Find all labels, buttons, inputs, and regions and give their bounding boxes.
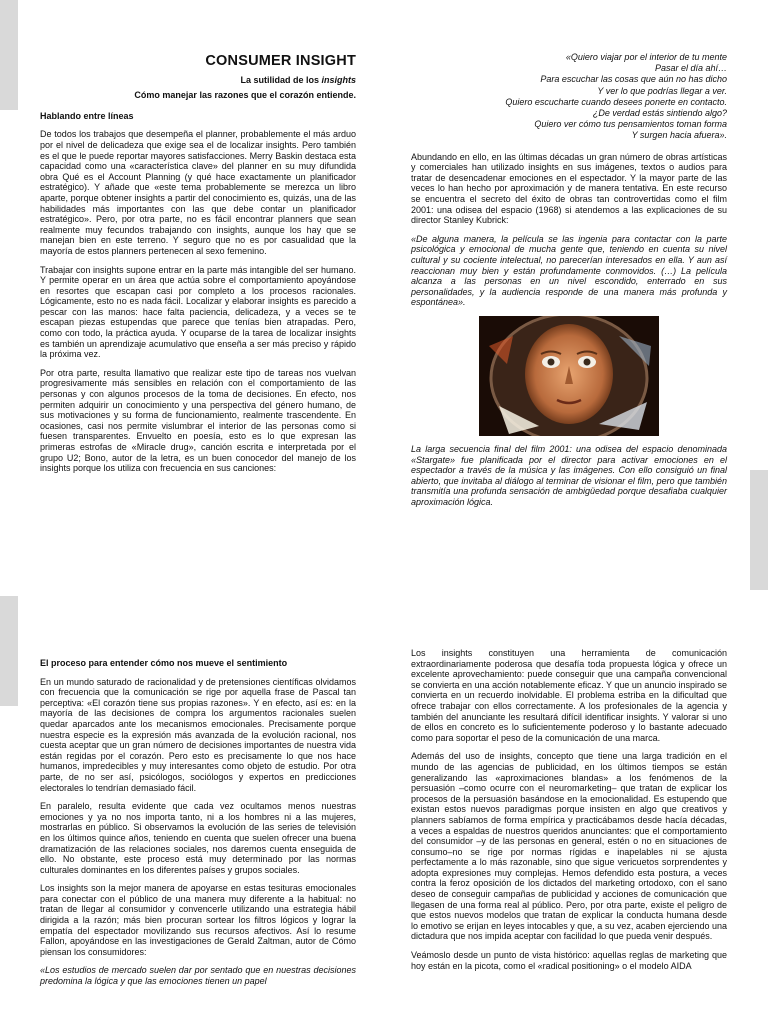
- image-caption: La larga secuencia final del film 2001: una odisea del espacio denominada «Stargate» fue planificada por el director para activar emociones en el espectador a través de la música y las imágenes. Con ello consiguió un final abierto, que invitaba al diálogo al terminar de visionar el film, pero que también transmitía una profunda sensación de ambigüedad porque desafiaba cualquier aproximación lógica.: [411, 443, 727, 507]
- document-subheading: Cómo manejar las razones que el corazón entiende.: [134, 90, 356, 101]
- lyric-line: Y surgen hacia afuera».: [631, 130, 727, 141]
- body-paragraph: Además del uso de insights, concepto que tiene una larga tradición en el mundo de las agencias de publicidad, en los últimos tiempos se están generalizando las «aproximaciones blandas» a los fenómenos de la persuasión –como ocurre con el neuromarketing– que tratan de explicar los procesos de la persuasión basándose en la emocionalidad. Es estupendo que existan estos nuevos paradigmas porque insisten en algo que creativos y planners sabíamos de forma empírica y practicábamos desde hacía décadas, a veces a espaldas de nuestros queridos anunciantes: que el comportamiento del consumidor –y de las personas en general, estén o no en situaciones de consumo–no se rige por normas rígidas e inapelables ni se ajusta perfectamente a lo más razonable, sino que sigue vericuetos sorprendentes y adopta expresiones muy complejas. Hemos defendido esta postura, a veces contra la feroz oposición de los dictados del marketing ortodoxo, con el sano deseo de conseguir campañas de publicidad y acciones de comunicación que llegasen de una forma real al público. Pero, por otra parte, existe el peligro de que estos nuevos modelos que tratan de explicar la conducta humana desde lo emotivo se erijan en leyes intocables y que, a su vez, acaben ejerciendo una dictadura que nos impida aceptar con facilidad lo que pueda venir después.: [411, 751, 727, 942]
- block-quote: «De alguna manera, la película se las ingenia para contactar con la parte psicológica y emocional de mucha gente que, teniendo en cuenta su nivel cultural y su cociente intelectual, no parecerían interesados en ella. Y aun así reaccionan muy bien y están profundamente conmovidos. (…) La película alcanza a las personas en un nivel escondido, enterrado en sus personalidades, y la audiencia responde de una manera más profunda y espontánea».: [411, 233, 727, 308]
- body-paragraph: En paralelo, resulta evidente que cada vez ocultamos menos nuestras emociones y ya no nos importa tanto, ni a los hombres ni a las mujeres, mostrarlas en público. Si observamos la evolución de las series de televisión en los últimos quince años, teniendo en cuenta que suelen ofrecer una buena dramatización de las relaciones sociales, nos daremos cuenta enseguida de ello. No obstante, este proceso está muy determinado por las normas culturales dominantes en los diferentes países y grupos sociales.: [40, 801, 356, 875]
- body-paragraph: Los insights constituyen una herramienta de comunicación extraordinariamente poderosa que desafía toda propuesta lógica y ofrece un excelente aprovechamiento: puede conseguir que una campaña convencional se convierta en una acción notablemente eficaz. Y que un anuncio inspirado se convierta en un recuerdo inolvidable. El problema estriba en la dificultad que ofrece trabajar con ellos correctamente. A los profesionales de la agencia y también del anunciante les resultará difícil identificar insights. Y valorar si uno de ellos en concreto es lo suficientemente poderoso y lo bastante adecuado como para soportar el peso de la comunicación de una marca.: [411, 648, 727, 743]
- film-still-image: [479, 316, 659, 436]
- body-paragraph: Los insights son la mejor manera de apoyarse en estas tesituras emocionales para conectar con el público de una manera muy diferente a la habitual: no tratan de llegar al consumidor y convencerle utilizando una estrategia hábil dirigida a la razón; más bien procuran sortear los filtros lógicos y lograr la empatía del espectador movilizando sus recursos afectivos. Así lo resume Fallon, apoyándose en las investigaciones de Gerald Zaltman, autor de Cómo piensan los consumidores:: [40, 883, 356, 957]
- document-title: CONSUMER INSIGHT: [205, 53, 356, 69]
- body-paragraph: De todos los trabajos que desempeña el planner, probablemente el más arduo por el nivel de delicadeza que exige sea el de localizar insights. Pero también es el que le puede reportar mayores satisfacciones. Merry Baskin destaca esta capacidad como una «característica clave» del planner en su muy difundida obra Qué es el Account Planning (y qué hace exactamente un planificador estratégico). Y añade que «este tema probablemente se merezca un libro aparte, porque obtener insights a partir del conocimiento es, quizás, una de las habilidades más importantes con las que debe contar un planificador estratégico». Pero, por otra parte, no es fácil encontrar planners que sean realmente muy fecundos trabajando con insights, aunque los hay que se manejan bien en este terreno. Y seguro que no es por casualidad que la mayoría de estos planners pertenecen al sexo femenino.: [40, 129, 356, 256]
- document-page-2: [0, 600, 768, 1024]
- astronaut-helmet-illustration: [479, 316, 659, 436]
- section-heading: Hablando entre líneas: [40, 110, 134, 121]
- body-paragraph: Veámoslo desde un punto de vista histórico: aquellas reglas de marketing que hoy están en la picota, como el «radical positioning» o el modelo AIDA: [411, 950, 727, 971]
- left-column: [40, 52, 356, 482]
- lyric-line: Para escuchar las cosas que aún no has dicho: [540, 74, 727, 85]
- body-paragraph: En un mundo saturado de racionalidad y de pretensiones científicas olvidamos con frecuencia que la comunicación se rige por aquella frase de Pascal tan perceptiva: «El corazón tiene sus propias razones». Y en efecto, así es: en la mayoría de las decisiones de compra los argumentos racionales suelen quedar aparcados ante los mecanismos emocionales. Precisamente porque nuestra especie es la expresión más avanzada de la evolución racional, nos cuesta aceptar que un gran número de decisiones importantes de nuestra vida están regidas por el corazón. Pero esto es precisamente lo que nos hace humanos, impredecibles y muy interesantes como objeto de estudio. Por otra parte, de no ser así, psicólogos, sociólogos y expertos en predicciones electorales lo tendrían demasiado fácil.: [40, 676, 356, 793]
- left-column: [40, 648, 356, 995]
- lyric-line: Pasar el día ahí…: [654, 63, 727, 74]
- block-quote: «Los estudios de mercado suelen dar por sentado que en nuestras decisiones predomina la lógica y que las emociones tienen un papel: [40, 965, 356, 987]
- lyric-line: Quiero ver cómo tus pensamientos toman forma: [534, 119, 727, 130]
- lyric-line: Quiero escucharte cuando desees ponerte en contacto.: [505, 96, 727, 107]
- document-subtitle: La sutilidad de los insights: [240, 74, 356, 85]
- body-paragraph: Abundando en ello, en las últimas décadas un gran número de obras artísticas y comerciales han utilizado insights en sus imágenes, textos o audios para tratar de desencadenar emociones en el espectador. Y la mayor parte de las veces lo han hecho por aproximación y de manera tentativa. En este recurso se encuentra el secreto del éxito de obras tan controvertidas como el film 2001: una odisea del espacio (1968) si atendemos a las explicaciones de su director Stanley Kubrick:: [411, 151, 727, 226]
- right-column: [411, 648, 727, 979]
- song-lyrics: [411, 52, 727, 142]
- lyric-line: Y ver lo que podrías llegar a ver.: [597, 85, 727, 96]
- lyric-line: ¿De verdad estás sintiendo algo?: [592, 108, 727, 119]
- body-paragraph: Trabajar con insights supone entrar en la parte más intangible del ser humano. Y permite operar en un área que actúa sobre el comportamiento apoyándose en resortes que escapan casi por completo a los procesos racionales. Lógicamente, esto no es nada fácil. Localizar y elaborar insights es parecido a pescar con las manos: hace falta paciencia, delicadeza, y a veces se te escapan piezas estupendas que parece que tenías bien atrapadas. Pero, como con todo, la práctica ayuda. Y ocuparse de la tarea de localizar insights es también un aprendizaje acumulativo que enseña a ser más preciso y rápido la próxima vez.: [40, 264, 356, 360]
- right-column: [411, 52, 727, 516]
- section-heading: El proceso para entender cómo nos mueve el sentimiento: [40, 658, 288, 668]
- body-paragraph: Por otra parte, resulta llamativo que realizar este tipo de tareas nos vuelvan progresivamente más sensibles en relación con el comportamiento de las personas y con algunos procesos de la toma de decisiones. En efecto, nos permiten adquirir un conocimiento y una perspectiva del género humano, de sus motivaciones y su forma de funcionamiento, realmente trascendente. En ocasiones, casi nos permite vislumbrar el interior de las personas como si fuesen transparentes. Envuelto en poesía, esto es lo que expresan las primeras estrofas de «Miracle drug», canción escrita e interpretada por el grupo U2; Bono, autor de la letra, es un buen conocedor del manejo de los insights porque los utiliza con frecuencia en sus canciones:: [40, 367, 356, 474]
- lyric-line: «Quiero viajar por el interior de tu mente: [565, 52, 727, 62]
